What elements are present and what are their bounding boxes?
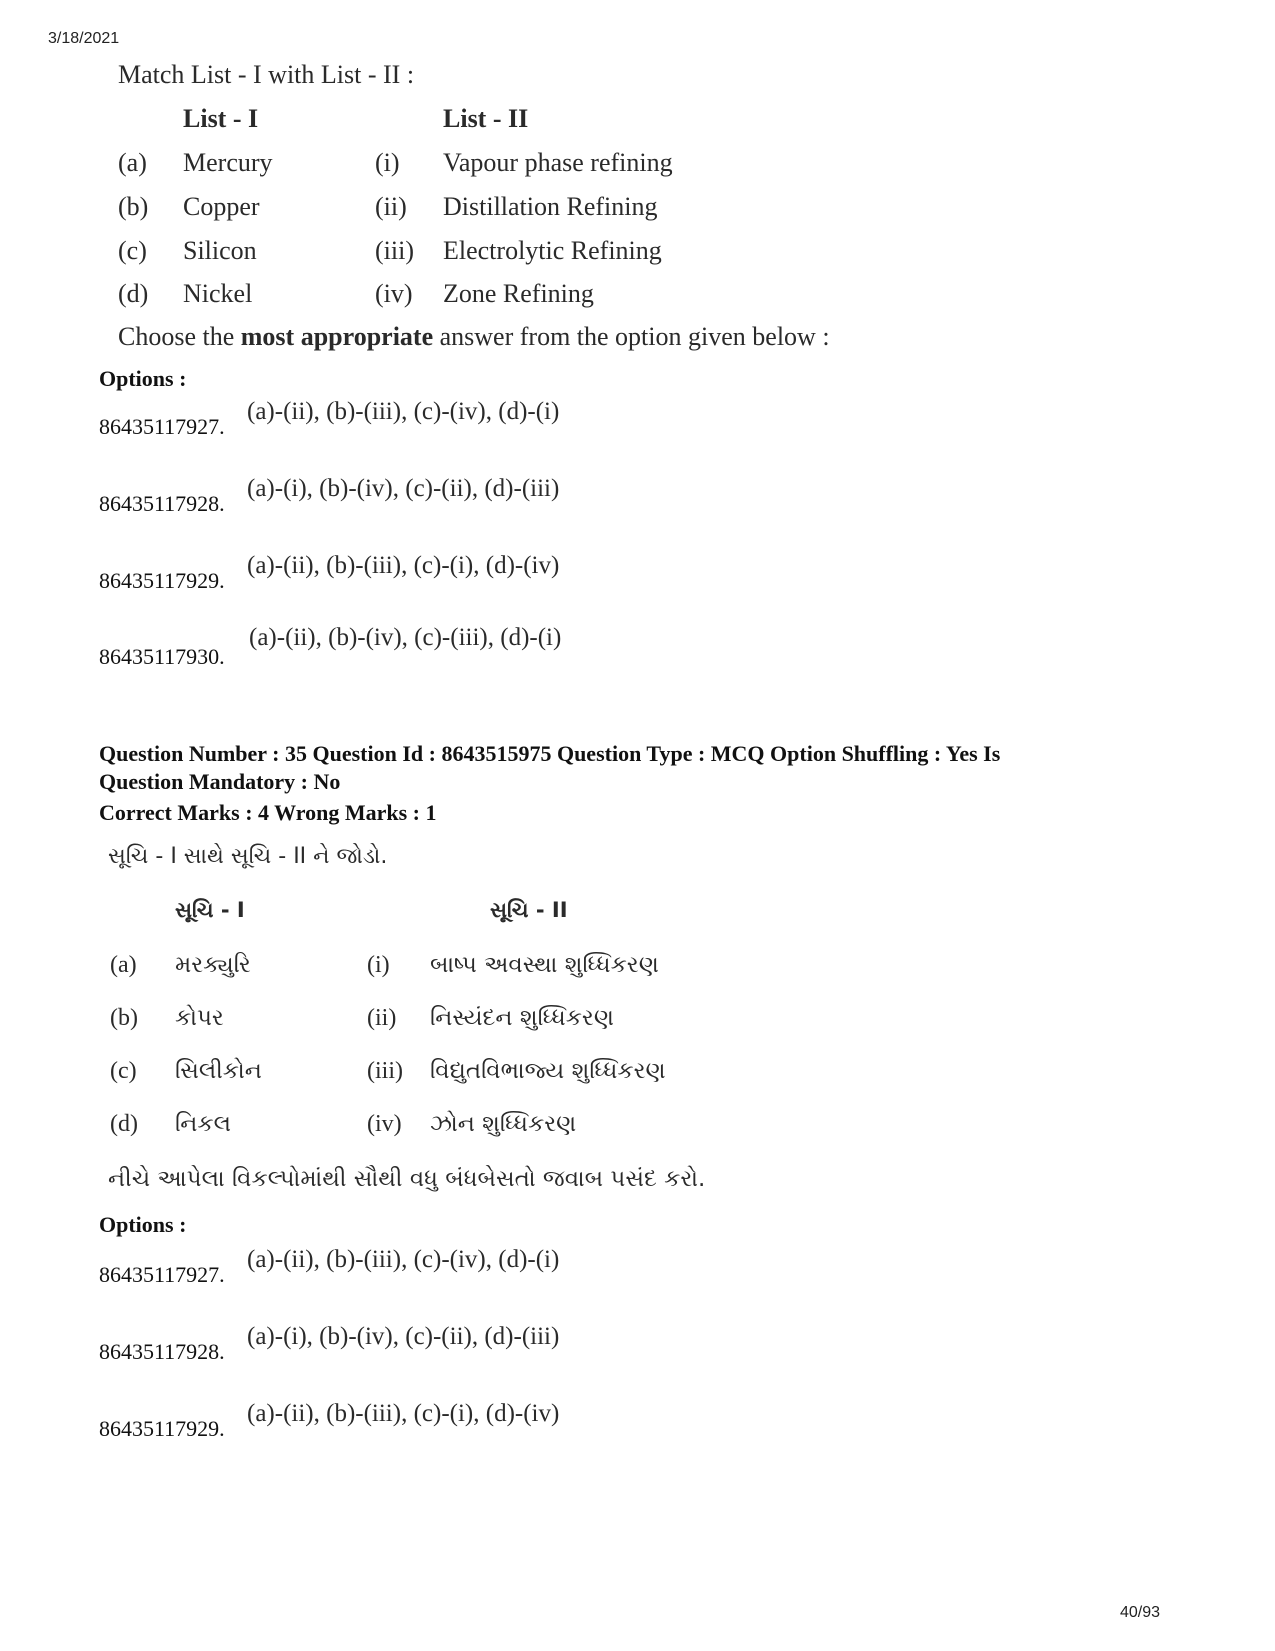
- row-item: Mercury: [183, 148, 273, 177]
- option-text: (a)-(ii), (b)-(iv), (c)-(iii), (d)-(i): [249, 624, 562, 651]
- option-id: 86435117928.: [99, 1339, 225, 1364]
- row-letter: (c): [118, 236, 147, 265]
- question-header: [99, 740, 1179, 796]
- row-match: Zone Refining: [443, 279, 594, 308]
- choose-instruction: Choose the most appropriate answer from the option given below :: [118, 322, 830, 351]
- row-roman: (ii): [375, 192, 407, 221]
- option-id: 86435117929.: [99, 568, 225, 593]
- row-letter: (a): [118, 148, 147, 177]
- row-match: Distillation Refining: [443, 192, 658, 221]
- match-instruction: Match List - I with List - II :: [118, 60, 415, 89]
- page-number: 40/93: [1119, 1604, 1160, 1621]
- question-header-line: Question Mandatory : No: [99, 769, 341, 794]
- row-match: ઝોન શુધ્ધિકરણ: [430, 1111, 577, 1137]
- row-letter: (b): [118, 192, 149, 221]
- row-roman: (iv): [375, 279, 413, 308]
- row-roman: (iii): [367, 1058, 403, 1084]
- option-text: (a)-(ii), (b)-(iii), (c)-(i), (d)-(iv): [247, 1400, 560, 1427]
- option-id: 86435117927.: [99, 1262, 225, 1287]
- row-match: Vapour phase refining: [443, 148, 673, 177]
- row-item: મરક્યુરિ: [175, 952, 251, 978]
- question-header-line: Question Number : 35 Question Id : 8643515975 Question Type : MCQ Option Shuffling : Yes Is: [99, 741, 1001, 766]
- row-roman: (ii): [367, 1005, 397, 1031]
- option-text: (a)-(ii), (b)-(iii), (c)-(iv), (d)-(i): [247, 398, 560, 425]
- marks-line: Correct Marks : 4 Wrong Marks : 1: [99, 800, 437, 825]
- match-instruction-gu: સૂચિ - I સાથે સૂચિ - II ને જોડો.: [108, 844, 388, 869]
- option-text: (a)-(ii), (b)-(iii), (c)-(iv), (d)-(i): [247, 1246, 560, 1273]
- row-roman: (i): [367, 952, 390, 978]
- row-letter: (d): [118, 279, 149, 308]
- option-text: (a)-(i), (b)-(iv), (c)-(ii), (d)-(iii): [247, 475, 560, 502]
- option-id: 86435117929.: [99, 1416, 225, 1441]
- row-item: Nickel: [183, 279, 253, 308]
- option-text: (a)-(ii), (b)-(iii), (c)-(i), (d)-(iv): [247, 552, 560, 579]
- row-roman: (i): [375, 148, 400, 177]
- row-letter: (a): [110, 952, 137, 978]
- row-item: Copper: [183, 192, 260, 221]
- row-item: સિલીકોન: [175, 1058, 262, 1084]
- row-item: નિકલ: [175, 1111, 231, 1137]
- option-id: 86435117930.: [99, 644, 225, 669]
- option-id: 86435117928.: [99, 491, 225, 516]
- row-match: નિસ્યંદન શુધ્ધિકરણ: [430, 1005, 614, 1031]
- options-label: Options :: [99, 1212, 187, 1237]
- row-match: બાષ્પ અવસ્થા શુધ્ધિકરણ: [430, 952, 659, 978]
- row-letter: (c): [110, 1058, 137, 1084]
- row-roman: (iv): [367, 1111, 402, 1137]
- row-item: કોપર: [175, 1005, 224, 1031]
- list-2-header: List - II: [443, 104, 529, 133]
- list-1-header: List - I: [183, 104, 259, 133]
- list-2-header-gu: સૂચિ - II: [490, 898, 568, 922]
- row-match: Electrolytic Refining: [443, 236, 662, 265]
- options-label: Options :: [99, 366, 187, 391]
- row-match: વિદ્યુતવિભાજ્ય શુધ્ધિકરણ: [430, 1058, 666, 1084]
- row-letter: (b): [110, 1005, 138, 1031]
- row-letter: (d): [110, 1111, 138, 1137]
- list-1-header-gu: સૂચિ - I: [175, 898, 245, 922]
- print-date: 3/18/2021: [48, 30, 120, 47]
- row-item: Silicon: [183, 236, 257, 265]
- row-roman: (iii): [375, 236, 414, 265]
- choose-instruction-gu: નીચે આપેલા વિકલ્પોમાંથી સૌથી વધુ બંધબેસતો જવાબ પસંદ કરો.: [108, 1166, 706, 1192]
- option-text: (a)-(i), (b)-(iv), (c)-(ii), (d)-(iii): [247, 1323, 560, 1350]
- option-id: 86435117927.: [99, 414, 225, 439]
